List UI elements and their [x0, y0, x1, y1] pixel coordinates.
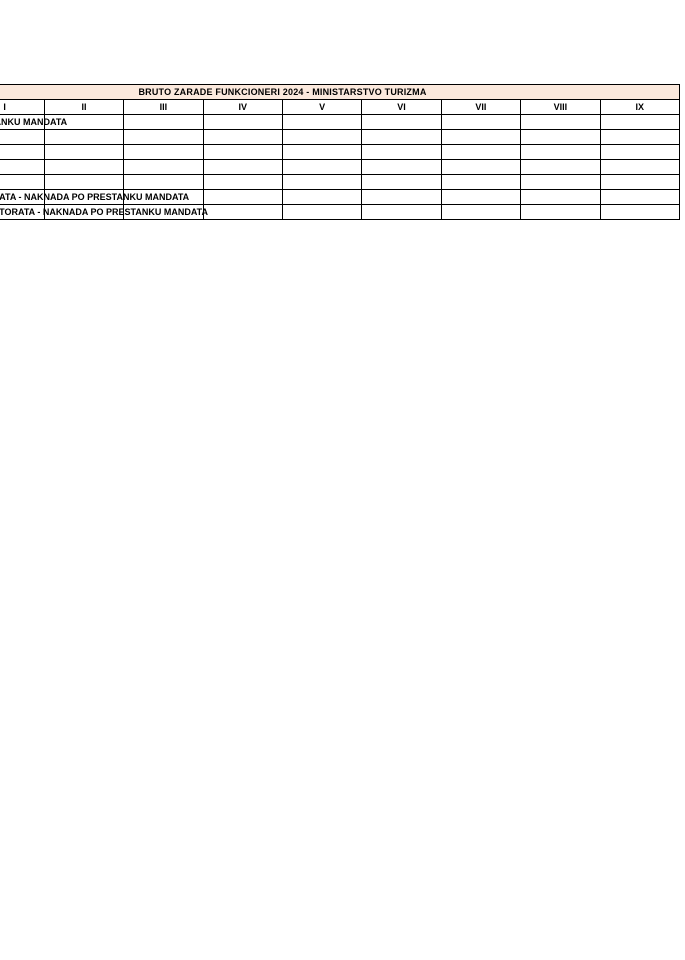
table-cell[interactable] [203, 115, 282, 130]
table-cell[interactable] [600, 160, 679, 175]
table-cell[interactable] [362, 130, 441, 145]
table-cell[interactable] [44, 160, 123, 175]
table-cell[interactable] [521, 205, 600, 220]
table-cell[interactable] [124, 115, 203, 130]
title-row [0, 85, 680, 100]
table-cell[interactable] [282, 190, 361, 205]
table-cell[interactable] [282, 115, 361, 130]
table-cell[interactable] [600, 190, 679, 205]
table-cell[interactable] [441, 175, 520, 190]
table-cell[interactable] [362, 190, 441, 205]
table-cell[interactable] [362, 175, 441, 190]
table-cell[interactable] [362, 160, 441, 175]
table-cell[interactable] [203, 205, 282, 220]
table-cell[interactable] [124, 160, 203, 175]
table-cell[interactable] [282, 145, 361, 160]
table-cell[interactable] [521, 190, 600, 205]
table-body [0, 85, 680, 220]
table-cell[interactable] [44, 145, 123, 160]
table-cell[interactable] [44, 175, 123, 190]
month-header-7: VII [441, 100, 520, 115]
table-row [0, 145, 680, 160]
table-cell[interactable] [600, 175, 679, 190]
table-cell[interactable] [441, 205, 520, 220]
table-cell[interactable] [282, 130, 361, 145]
table-cell[interactable] [600, 205, 679, 220]
table-cell[interactable] [521, 175, 600, 190]
table-cell[interactable] [0, 145, 44, 160]
table-cell[interactable] [203, 160, 282, 175]
month-header-1: I [0, 100, 44, 115]
table-cell[interactable] [282, 175, 361, 190]
table-row [0, 175, 680, 190]
table-cell[interactable] [600, 130, 679, 145]
page-title: BRUTO ZARADE FUNKCIONERI 2024 - MINISTARSTVO TURIZMA [0, 85, 680, 100]
header-row [0, 100, 680, 115]
table-cell[interactable] [441, 145, 520, 160]
table-cell[interactable] [282, 160, 361, 175]
table-cell[interactable] [124, 175, 203, 190]
table-cell[interactable] [441, 130, 520, 145]
month-header-9: IX [600, 100, 679, 115]
table-cell[interactable] [124, 145, 203, 160]
table-cell[interactable] [441, 115, 520, 130]
table-cell[interactable] [362, 145, 441, 160]
table-row [0, 115, 680, 130]
month-header-8: VIII [521, 100, 600, 115]
table-cell[interactable] [521, 115, 600, 130]
table-row [0, 190, 680, 205]
table-cell[interactable] [203, 130, 282, 145]
table-cell[interactable] [441, 190, 520, 205]
month-header-5: V [282, 100, 361, 115]
table-cell[interactable] [124, 130, 203, 145]
table-cell[interactable] [203, 145, 282, 160]
table-row [0, 130, 680, 145]
table-cell[interactable] [521, 130, 600, 145]
month-header-6: VI [362, 100, 441, 115]
table-cell[interactable] [600, 145, 679, 160]
table-row [0, 205, 680, 220]
table-cell[interactable] [282, 205, 361, 220]
table-cell[interactable] [362, 115, 441, 130]
table-cell[interactable] [521, 160, 600, 175]
table-cell[interactable] [44, 130, 123, 145]
month-header-2: II [44, 100, 123, 115]
table-cell[interactable] [0, 160, 44, 175]
month-header-4: IV [203, 100, 282, 115]
month-header-3: III [124, 100, 203, 115]
table-row [0, 160, 680, 175]
spreadsheet-table-wrapper [0, 84, 685, 220]
salary-table [0, 84, 680, 220]
table-cell[interactable] [441, 160, 520, 175]
table-cell[interactable] [600, 115, 679, 130]
table-cell[interactable] [0, 130, 44, 145]
table-cell[interactable] [203, 190, 282, 205]
table-cell[interactable] [0, 175, 44, 190]
table-cell[interactable] [203, 175, 282, 190]
table-cell[interactable] [521, 145, 600, 160]
table-cell[interactable] [362, 205, 441, 220]
